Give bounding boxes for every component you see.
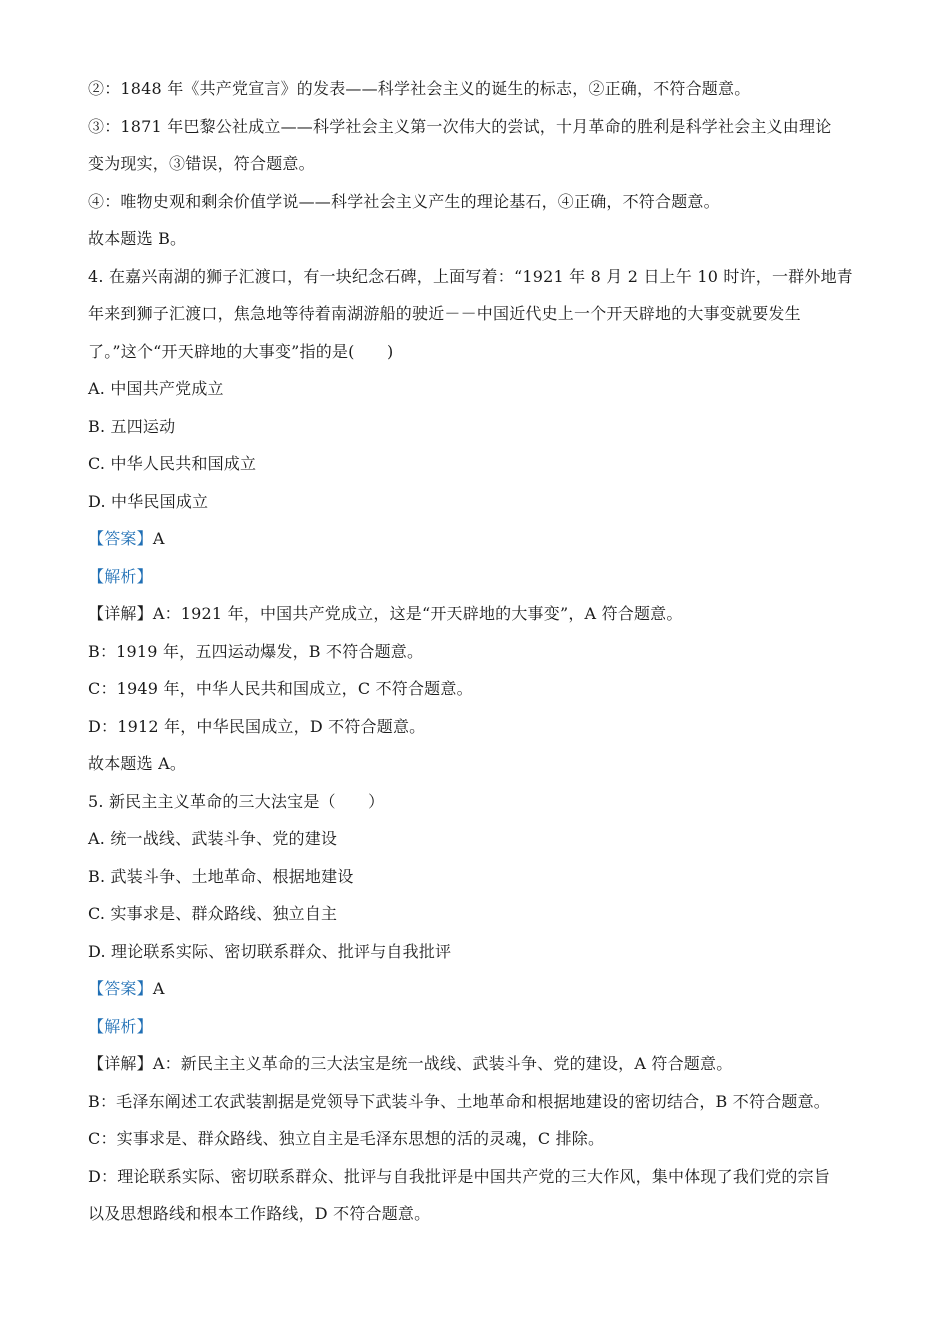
q5-analysis: [88, 1008, 868, 1046]
q4-option-d: D. 中华民国成立: [88, 491, 209, 511]
q5-option-c: C. 实事求是、群众路线、独立自主: [88, 904, 338, 923]
q3-explanation-item-2: ②：1848 年《共产党宣言》的发表——科学社会主义的诞生的标志，②正确，不符合题意。: [88, 79, 751, 98]
q5-option-b: B. 武装斗争、土地革命、根据地建设: [88, 866, 354, 886]
q5-option-a: A. 统一战线、武装斗争、党的建设: [88, 829, 338, 848]
q5-detail-d-line-1: D：理论联系实际、密切联系群众、批评与自我批评是中国共产党的三大作风，集中体现了我们党的宗旨: [88, 1166, 831, 1186]
q4-option-c: C. 中华人民共和国成立: [88, 454, 257, 473]
q4-option-b: B. 五四运动: [88, 416, 176, 436]
q4-answer: [88, 520, 868, 558]
q4-detail-tag: 【详解】: [88, 604, 153, 623]
document-page: [88, 70, 868, 1233]
q4-option-a: A. 中国共产党成立: [88, 379, 224, 398]
q4-conclusion: 故本题选 A。: [88, 754, 187, 773]
q5-detail-c: C：实事求是、群众路线、独立自主是毛泽东思想的活的灵魂，C 排除。: [88, 1129, 605, 1148]
q5-detail-a: [88, 1045, 868, 1083]
q4-analysis: [88, 558, 868, 596]
q4-analysis-tag: 【解析】: [88, 566, 153, 586]
q5-detail-d-line-2: 以及思想路线和根本工作路线，D 不符合题意。: [88, 1204, 431, 1223]
q4-stem-line-3: 了。”这个“开天辟地的大事变”指的是( ): [88, 341, 394, 361]
q3-explanation-item-3-line-1: ③：1871 年巴黎公社成立——科学社会主义第一次伟大的尝试，十月革命的胜利是科学社会主义由理论: [88, 116, 832, 136]
q5-detail-tag: 【详解】: [88, 1054, 153, 1073]
q4-answer-value: A: [152, 529, 165, 548]
q5-answer-tag: 【答案】: [88, 979, 153, 998]
q3-conclusion: 故本题选 B。: [88, 229, 187, 248]
q4-detail-c: C：1949 年，中华人民共和国成立，C 不符合题意。: [88, 679, 473, 698]
q4-detail-a: [88, 595, 868, 633]
q4-stem-line-2: 年来到狮子汇渡口，焦急地等待着南湖游船的驶近－－中国近代史上一个开天辟地的大事变就要发生: [88, 304, 801, 323]
q5-analysis-tag: 【解析】: [88, 1016, 153, 1036]
q4-detail-a-text: A：1921 年，中国共产党成立，这是“开天辟地的大事变”，A 符合题意。: [152, 604, 683, 623]
q5-answer-value: A: [152, 979, 165, 998]
q5-option-d: D. 理论联系实际、密切联系群众、批评与自我批评: [88, 941, 452, 961]
q5-detail-b: B：毛泽东阐述工农武装割据是党领导下武装斗争、土地革命和根据地建设的密切结合，B 不符合题意。: [88, 1091, 831, 1111]
q4-answer-tag: 【答案】: [88, 529, 153, 548]
q5-answer: [88, 970, 868, 1008]
q4-detail-d: D：1912 年，中华民国成立，D 不符合题意。: [88, 716, 426, 736]
q3-explanation-item-3-line-2: 变为现实，③错误，符合题意。: [88, 154, 315, 173]
q5-stem: 5. 新民主主义革命的三大法宝是（ ）: [88, 791, 385, 811]
q4-stem-line-1: 4. 在嘉兴南湖的狮子汇渡口，有一块纪念石碑，上面写着：“1921 年 8 月 2 日上午 10 时许，一群外地青: [88, 266, 853, 286]
q3-explanation-item-4: ④：唯物史观和剩余价值学说——科学社会主义产生的理论基石，④正确，不符合题意。: [88, 191, 720, 211]
q5-detail-a-text: A：新民主主义革命的三大法宝是统一战线、武装斗争、党的建设，A 符合题意。: [152, 1054, 733, 1073]
q4-detail-b: B：1919 年，五四运动爆发，B 不符合题意。: [88, 641, 424, 661]
